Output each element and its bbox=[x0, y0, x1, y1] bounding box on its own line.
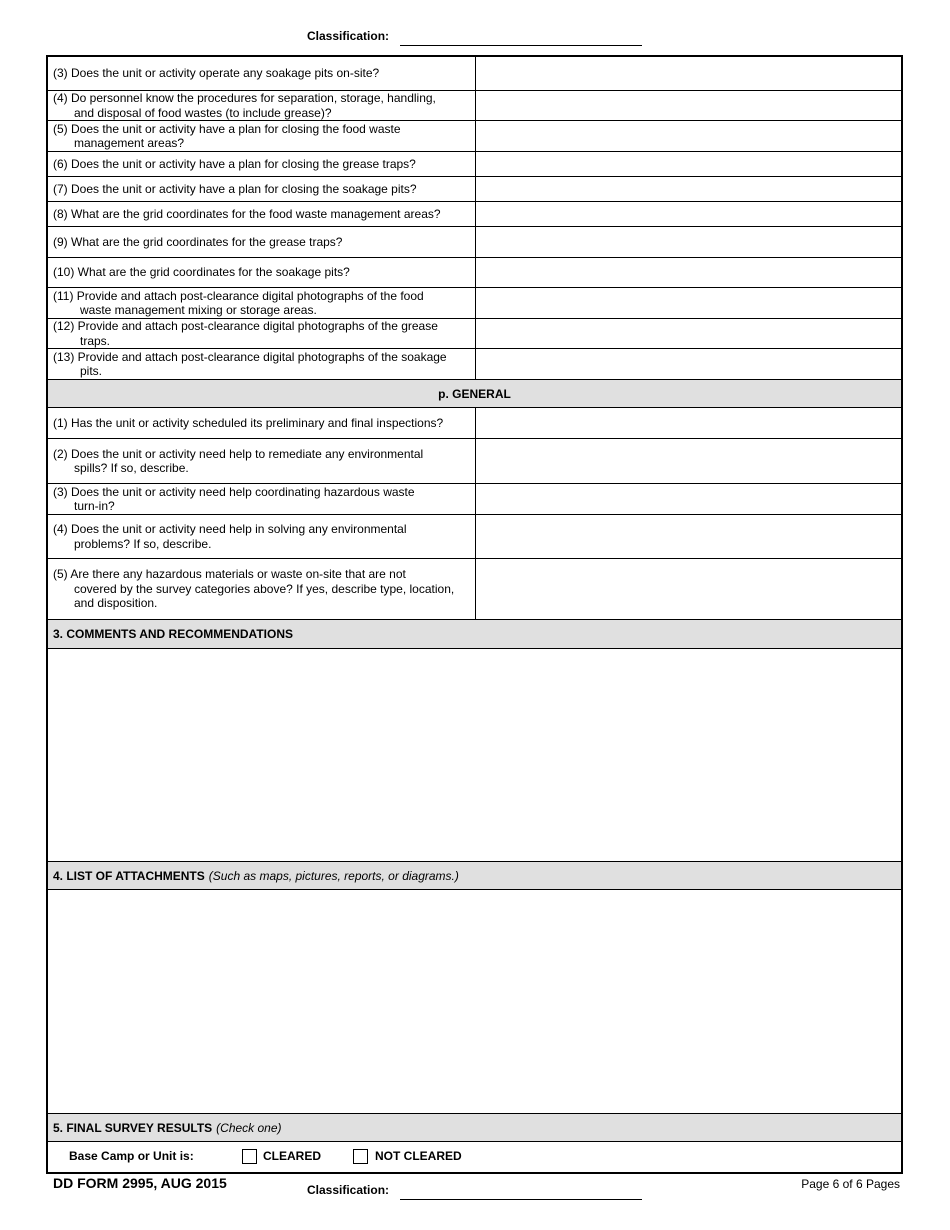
classification-field[interactable] bbox=[400, 45, 642, 46]
answer-field[interactable] bbox=[476, 515, 901, 558]
comments-field[interactable] bbox=[48, 649, 901, 862]
comments-header bbox=[48, 620, 901, 649]
answer-field[interactable] bbox=[476, 152, 901, 176]
question-row bbox=[48, 121, 901, 152]
answer-field[interactable] bbox=[476, 439, 901, 483]
answer-field[interactable] bbox=[476, 288, 901, 318]
cleared-label: CLEARED bbox=[263, 1149, 322, 1163]
question-text: (11) Provide and attach post-clearance digital photographs of the food waste management mixing or storage areas. bbox=[48, 288, 476, 318]
question-row bbox=[48, 349, 901, 380]
attachments-subtitle: (Such as maps, pictures, reports, or diagrams.) bbox=[208, 868, 459, 883]
question-text: (2) Does the unit or activity need help to remediate any environmental spills? If so, describe. bbox=[48, 439, 476, 483]
answer-field[interactable] bbox=[476, 319, 901, 348]
answer-field[interactable] bbox=[476, 559, 901, 619]
form-id: DD FORM 2995, AUG 2015 bbox=[53, 1175, 227, 1191]
top-classification bbox=[307, 29, 389, 43]
answer-field[interactable] bbox=[476, 484, 901, 514]
classification-label: Classification: bbox=[307, 29, 390, 43]
question-row bbox=[48, 258, 901, 288]
question-text: (4) Do personnel know the procedures for separation, storage, handling, and disposal of food wastes (to include grease)? bbox=[48, 91, 476, 120]
question-row bbox=[48, 439, 901, 484]
answer-field[interactable] bbox=[476, 57, 901, 90]
question-row bbox=[48, 152, 901, 177]
page-number: Page 6 of 6 Pages bbox=[801, 1177, 900, 1191]
classification-field[interactable] bbox=[400, 1199, 642, 1200]
question-text: (6) Does the unit or activity have a plan for closing the grease traps? bbox=[48, 152, 476, 176]
question-row bbox=[48, 559, 901, 620]
final-results-subtitle: (Check one) bbox=[216, 1120, 282, 1135]
question-row bbox=[48, 288, 901, 319]
question-text: (4) Does the unit or activity need help in solving any environmental problems? If so, describe. bbox=[48, 515, 476, 558]
question-text: (13) Provide and attach post-clearance digital photographs of the soakage pits. bbox=[48, 349, 476, 379]
attachments-field[interactable] bbox=[48, 890, 901, 1114]
question-row bbox=[48, 515, 901, 559]
answer-field[interactable] bbox=[476, 202, 901, 226]
question-row bbox=[48, 202, 901, 227]
question-row bbox=[48, 57, 901, 91]
not-cleared-label: NOT CLEARED bbox=[375, 1149, 462, 1163]
question-text: (10) What are the grid coordinates for the soakage pits? bbox=[48, 258, 476, 287]
answer-field[interactable] bbox=[476, 121, 901, 151]
classification-label: Classification: bbox=[307, 1183, 390, 1197]
section-p-header: p. GENERAL bbox=[48, 380, 901, 408]
question-text: (12) Provide and attach post-clearance digital photographs of the grease traps. bbox=[48, 319, 476, 348]
comments-title: 3. COMMENTS AND RECOMMENDATIONS bbox=[53, 627, 293, 641]
question-text: (7) Does the unit or activity have a plan for closing the soakage pits? bbox=[48, 177, 476, 201]
final-results-header bbox=[48, 1114, 901, 1142]
answer-field[interactable] bbox=[476, 227, 901, 257]
question-row bbox=[48, 227, 901, 258]
final-results-row bbox=[48, 1142, 901, 1172]
bottom-classification bbox=[307, 1183, 389, 1197]
final-results-title: 5. FINAL SURVEY RESULTS bbox=[53, 1120, 213, 1135]
attachments-header bbox=[48, 862, 901, 890]
question-row bbox=[48, 319, 901, 349]
question-row bbox=[48, 91, 901, 121]
base-camp-label: Base Camp or Unit is: bbox=[69, 1149, 194, 1163]
question-row bbox=[48, 484, 901, 515]
attachments-title: 4. LIST OF ATTACHMENTS bbox=[53, 868, 205, 883]
cleared-checkbox[interactable] bbox=[242, 1149, 257, 1164]
question-row bbox=[48, 408, 901, 439]
question-text: (8) What are the grid coordinates for the food waste management areas? bbox=[48, 202, 476, 226]
question-text: (3) Does the unit or activity operate any soakage pits on-site? bbox=[48, 57, 476, 90]
question-text: (9) What are the grid coordinates for the grease traps? bbox=[48, 227, 476, 257]
question-text: (5) Does the unit or activity have a plan for closing the food waste management areas? bbox=[48, 121, 476, 151]
answer-field[interactable] bbox=[476, 408, 901, 438]
form-frame bbox=[46, 55, 903, 1174]
answer-field[interactable] bbox=[476, 177, 901, 201]
question-text: (5) Are there any hazardous materials or waste on-site that are not covered by the survey categories above? If yes, describe type, location, and disposition. bbox=[48, 559, 476, 619]
answer-field[interactable] bbox=[476, 91, 901, 120]
answer-field[interactable] bbox=[476, 258, 901, 287]
answer-field[interactable] bbox=[476, 349, 901, 379]
question-text: (1) Has the unit or activity scheduled its preliminary and final inspections? bbox=[48, 408, 476, 438]
question-row bbox=[48, 177, 901, 202]
question-text: (3) Does the unit or activity need help coordinating hazardous waste turn-in? bbox=[48, 484, 476, 514]
not-cleared-checkbox[interactable] bbox=[353, 1149, 368, 1164]
